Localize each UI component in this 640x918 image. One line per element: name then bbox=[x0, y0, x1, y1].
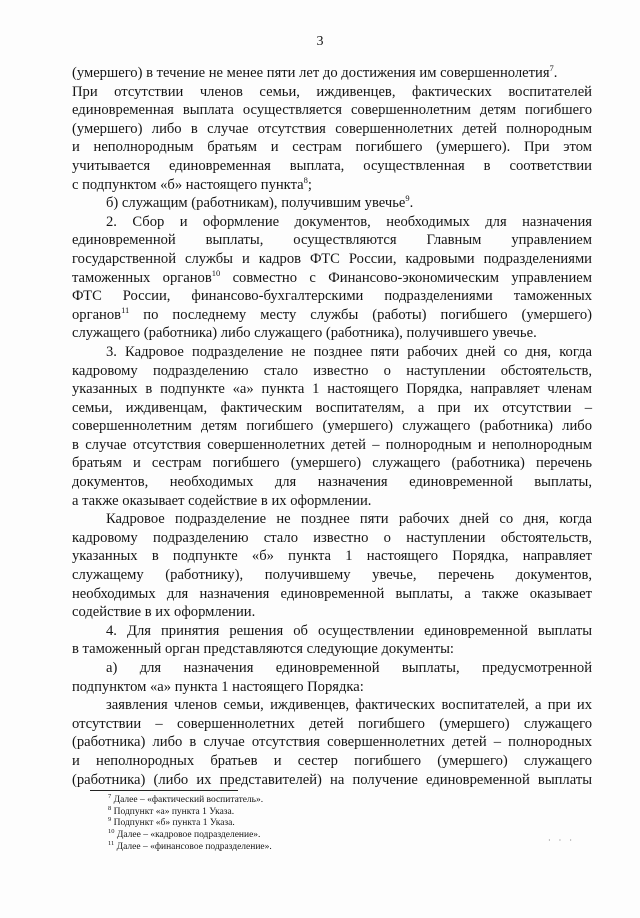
text-line-content: 3. Кадровое подразделение не позднее пяти рабочих дней со дня, когда bbox=[106, 343, 592, 360]
text-line-content: а также оказывает содействие в их оформлении. bbox=[72, 492, 372, 509]
footnote-number: 9 bbox=[108, 816, 112, 824]
text-line-content: в случае отсутствия совершеннолетних детей – полнородным и неполнородным bbox=[72, 436, 592, 453]
footnote-text: Далее – «финансовое подразделение». bbox=[114, 841, 272, 852]
text-line-continuation: . bbox=[553, 65, 558, 81]
text-line bbox=[72, 64, 592, 83]
text-line bbox=[72, 454, 592, 473]
text-line bbox=[72, 101, 592, 120]
text-line-content: и неполнородным братьям и сестрам погибшего (умершего). При этом bbox=[72, 139, 592, 156]
footnote-number: 10 bbox=[108, 828, 115, 836]
text-line-content: ФТС России, финансово-бухгалтерскими подразделениями таможенных bbox=[72, 288, 592, 305]
text-line bbox=[72, 399, 592, 418]
text-line bbox=[72, 510, 592, 529]
text-line-continuation: совместно с Финансово-экономическим управлением bbox=[220, 269, 593, 286]
text-line-continuation: . bbox=[409, 195, 414, 212]
footnote bbox=[108, 830, 548, 842]
text-line bbox=[72, 231, 592, 250]
text-line bbox=[72, 417, 592, 436]
footnote-text: Далее – «кадровое подразделение». bbox=[114, 830, 261, 841]
scan-specks: · · · bbox=[548, 836, 575, 845]
text-line-content: кадровому подразделению стало известно о наступлении обстоятельств, bbox=[72, 529, 592, 546]
text-line-content: указанных в подпункте «а» пункта 1 настоящего Порядка, направляет членам bbox=[72, 381, 592, 398]
text-line bbox=[72, 176, 592, 195]
footnote-ref: 8 bbox=[303, 174, 308, 185]
text-line bbox=[72, 659, 592, 678]
text-line bbox=[72, 547, 592, 566]
text-line bbox=[72, 120, 592, 139]
text-line bbox=[72, 157, 592, 176]
text-line bbox=[72, 771, 592, 790]
text-line-content: документов, необходимых для назначения единовременной выплаты, bbox=[72, 474, 592, 491]
text-line-continuation: по последнему месту службы (работы) погибшего (умершего) bbox=[129, 306, 592, 323]
text-line bbox=[72, 715, 592, 734]
text-line-content: государственной службы и кадров ФТС России, кадровыми подразделениями bbox=[72, 250, 592, 267]
text-line-content: содействие в их оформлении. bbox=[72, 604, 256, 621]
text-line-content: в таможенный орган представляются следующие документы: bbox=[72, 641, 454, 658]
text-line-content: Кадровое подразделение не позднее пяти рабочих дней со дня, когда bbox=[106, 511, 592, 528]
body-text bbox=[72, 64, 592, 789]
text-line bbox=[72, 566, 592, 585]
footnote-ref: 10 bbox=[211, 267, 221, 278]
text-line bbox=[72, 269, 592, 288]
text-line bbox=[72, 138, 592, 157]
text-line-content: б) служащим (работникам), получившим увечье bbox=[106, 195, 406, 212]
text-line-content: (работника) либо в случае отсутствия совершеннолетних детей – полнородных bbox=[72, 734, 592, 751]
text-line bbox=[72, 696, 592, 715]
footnote bbox=[108, 804, 548, 819]
text-line-content: кадровому подразделению стало известно о наступлении обстоятельств, bbox=[72, 362, 592, 379]
text-line bbox=[72, 678, 592, 697]
text-line bbox=[72, 250, 592, 269]
footnote-text: Далее – «фактический воспитатель». bbox=[111, 795, 264, 805]
text-line bbox=[72, 603, 592, 622]
text-line-content: При отсутствии членов семьи, иждивенцев, фактических воспитателей bbox=[72, 83, 592, 100]
text-line-content: служащего (работника) либо служащего (работника), получившего увечье. bbox=[72, 325, 537, 342]
text-line bbox=[72, 436, 592, 455]
text-line bbox=[72, 380, 592, 399]
text-line bbox=[72, 733, 592, 752]
text-line-content: подпунктом «а» пункта 1 настоящего Порядка: bbox=[72, 678, 364, 695]
text-line-content: с подпунктом «б» настоящего пункта bbox=[72, 176, 304, 193]
text-line bbox=[72, 213, 592, 232]
text-line bbox=[72, 585, 592, 604]
text-line-content: а) для назначения единовременной выплаты, предусмотренной bbox=[106, 660, 592, 676]
footnote-ref: 11 bbox=[121, 304, 130, 315]
text-line bbox=[72, 752, 592, 771]
text-line-content: необходимых для назначения единовременной выплаты, а также оказывает bbox=[72, 585, 592, 602]
text-line-content: служащему (работнику), получившему увечье, перечень документов, bbox=[72, 567, 592, 584]
text-line-content: единовременная выплата осуществляется совершеннолетним детям погибшего bbox=[72, 102, 592, 119]
text-line-content: 2. Сбор и оформление документов, необходимых для назначения bbox=[106, 213, 592, 230]
text-line-content: органов bbox=[72, 306, 122, 323]
text-line-content: таможенных органов bbox=[72, 269, 212, 286]
text-line bbox=[72, 324, 592, 343]
text-line bbox=[72, 492, 592, 511]
text-line-content: совершеннолетним детям погибшего (умершего) служащего (работника) либо bbox=[72, 418, 592, 435]
text-line-content: 4. Для принятия решения об осуществлении единовременной выплаты bbox=[106, 622, 592, 639]
text-line-content: (работника) (либо их представителей) на получение единовременной выплаты bbox=[72, 771, 592, 788]
text-line bbox=[72, 194, 592, 213]
footnote-number: 7 bbox=[108, 793, 112, 800]
text-line-content: (умершего) либо в случае отсутствия совершеннолетних детей полнородным bbox=[72, 120, 592, 137]
footnote-number: 8 bbox=[108, 804, 112, 812]
text-line bbox=[72, 622, 592, 641]
text-line-content: семьи, иждивенцам, фактическим воспитателям, а при их отсутствии – bbox=[72, 399, 592, 416]
footnote bbox=[108, 818, 548, 830]
text-line-continuation: ; bbox=[307, 176, 312, 193]
text-line bbox=[72, 306, 592, 325]
text-line bbox=[72, 287, 592, 306]
footnote bbox=[108, 839, 548, 854]
text-line bbox=[72, 473, 592, 492]
text-line bbox=[72, 640, 592, 659]
text-line-content: отсутствии – совершеннолетних детей погибшего (умершего) служащего bbox=[72, 715, 592, 732]
footnote-number: 11 bbox=[108, 839, 115, 847]
text-line bbox=[72, 343, 592, 362]
footnote bbox=[108, 795, 548, 807]
page-number: 3 bbox=[316, 34, 324, 49]
footnote-text: Подпункт «б» пункта 1 Указа. bbox=[111, 818, 235, 829]
text-line-content: (умершего) в течение не менее пяти лет до достижения им совершеннолетия bbox=[72, 65, 550, 81]
text-line bbox=[72, 362, 592, 381]
text-line-content: единовременной выплаты, осуществляются Главным управлением bbox=[72, 232, 592, 249]
text-line-content: учитывается единовременная выплата, осуществленная в соответствии bbox=[72, 157, 592, 174]
footnote-ref: 9 bbox=[405, 193, 410, 204]
text-line-content: братьям и сестрам погибшего (умершего) служащего (работника) перечень bbox=[72, 455, 592, 472]
text-line-content: заявления членов семьи, иждивенцев, фактических воспитателей, а при их bbox=[106, 697, 592, 714]
footnote-divider bbox=[90, 790, 238, 791]
text-line bbox=[72, 83, 592, 102]
footnote-text: Подпункт «а» пункта 1 Указа. bbox=[111, 806, 235, 817]
text-line bbox=[72, 529, 592, 548]
footnotes bbox=[108, 795, 548, 854]
text-line-content: и неполнородных братьев и сестер погибшего (умершего) служащего bbox=[72, 752, 592, 769]
text-line-content: указанных в подпункте «б» пункта 1 настоящего Порядка, направляет bbox=[72, 548, 592, 565]
footnote-ref: 7 bbox=[549, 63, 554, 73]
